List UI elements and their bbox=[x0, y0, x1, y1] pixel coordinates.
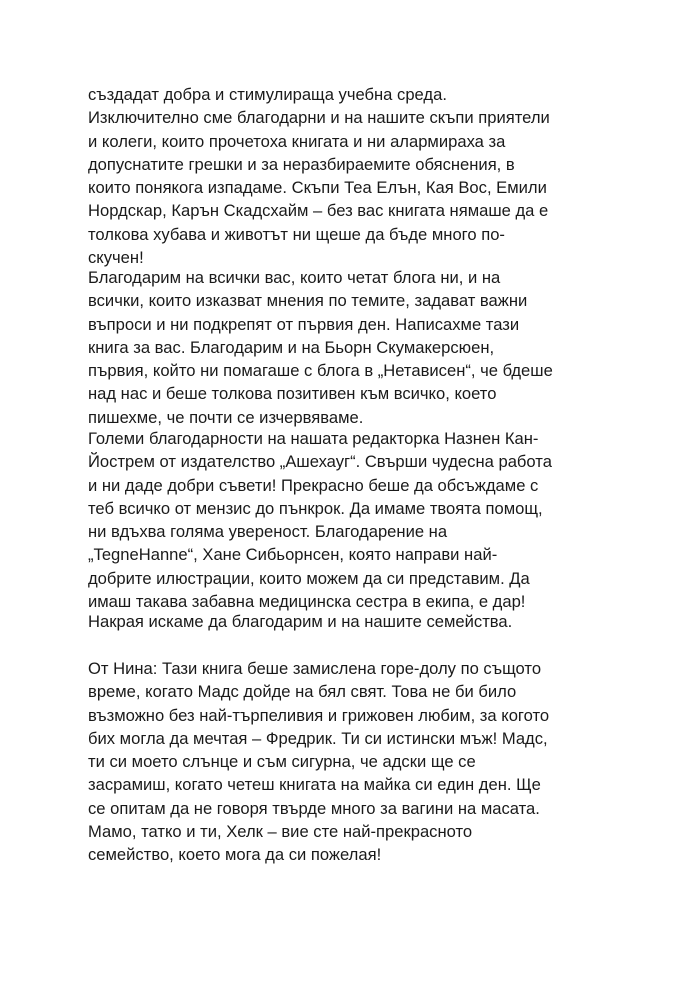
text-line: Нордскар, Карън Скадсхайм – без вас книгата нямаше да е bbox=[88, 201, 549, 221]
text-line: семейство, което мога да си пожелая! bbox=[88, 845, 382, 865]
text-line: първия, който ни помагаше с блога в „Нетависен“, че бдеше bbox=[88, 361, 553, 381]
text-line: скучен! bbox=[88, 248, 144, 268]
text-line: и колеги, които прочетоха книгата и ни алармираха за bbox=[88, 131, 506, 151]
paragraph-1 bbox=[88, 83, 628, 269]
text-line: и ни даде добри съвети! Прекрасно беше да обсъждаме с bbox=[88, 475, 539, 495]
text-line: толкова хубава и животът ни щеше да бъде много по- bbox=[88, 224, 505, 244]
text-line: Изключително сме благодарни и на нашите скъпи приятели bbox=[88, 108, 550, 128]
text-line: които понякога изпадаме. Скъпи Теа Елън, Кая Вос, Емили bbox=[88, 178, 547, 198]
text-line: пишехме, че почти се изчервяваме. bbox=[88, 407, 364, 427]
text-line: Благодарим на всички вас, които четат блога ни, и на bbox=[88, 268, 501, 287]
text-line: се опитам да не говоря твърде много за вагини на масата. bbox=[88, 798, 540, 818]
paragraph-4 bbox=[88, 610, 628, 633]
text-line: време, когато Мадс дойде на бял свят. Това не би било bbox=[88, 682, 517, 702]
text-line: Накрая искаме да благодарим и на нашите семейства. bbox=[88, 612, 513, 631]
text-line: всички, които изказват мнения по темите, задават важни bbox=[88, 291, 528, 311]
paragraph-2 bbox=[88, 266, 628, 429]
text-line: добрите илюстрации, които можем да си представим. Да bbox=[88, 568, 530, 588]
text-line: Йострем от издателство „Ашехауг“. Свърши чудесна работа bbox=[88, 452, 552, 472]
text-line: имаш такава забавна медицинска сестра в екипа, е дар! bbox=[88, 592, 526, 612]
text-line: въпроси и ни подкрепят от първия ден. Написахме тази bbox=[88, 314, 520, 334]
text-line: ни вдъхва голяма увереност. Благодарение на bbox=[88, 522, 448, 542]
text-line: книга за вас. Благодарим и на Бьорн Скумакерсюен, bbox=[88, 337, 495, 357]
text-line: създадат добра и стимулираща учебна среда. bbox=[88, 85, 447, 104]
text-line: допуснатите грешки и за неразбираемите обяснения, в bbox=[88, 154, 515, 174]
text-line: „TegneHanne“, Хане Сибьорнсен, която направи най- bbox=[88, 545, 498, 565]
text-line: над нас и беше толкова позитивен към всичко, което bbox=[88, 384, 497, 404]
text-line: теб всичко от мензис до пънкрок. Да имаме твоята помощ, bbox=[88, 498, 543, 518]
text-line: От Нина: Тази книга беше замислена горе-долу по същото bbox=[88, 659, 542, 678]
text-line: засрамиш, когато четеш книгата на майка си един ден. Ще bbox=[88, 775, 541, 795]
paragraph-5 bbox=[88, 657, 628, 867]
text-line: бих могла да мечтая – Фредрик. Ти си истински мъж! Мадс, bbox=[88, 728, 548, 748]
paragraph-3 bbox=[88, 427, 628, 613]
text-line: Мамо, татко и ти, Хелк – вие сте най-прекрасното bbox=[88, 822, 473, 842]
text-line: Големи благодарности на нашата редакторка Назнен Кан- bbox=[88, 429, 539, 448]
text-line: възможно без най-търпеливия и грижовен любим, за когото bbox=[88, 705, 550, 725]
text-line: ти си моето слънце и съм сигурна, че адски ще се bbox=[88, 752, 476, 772]
